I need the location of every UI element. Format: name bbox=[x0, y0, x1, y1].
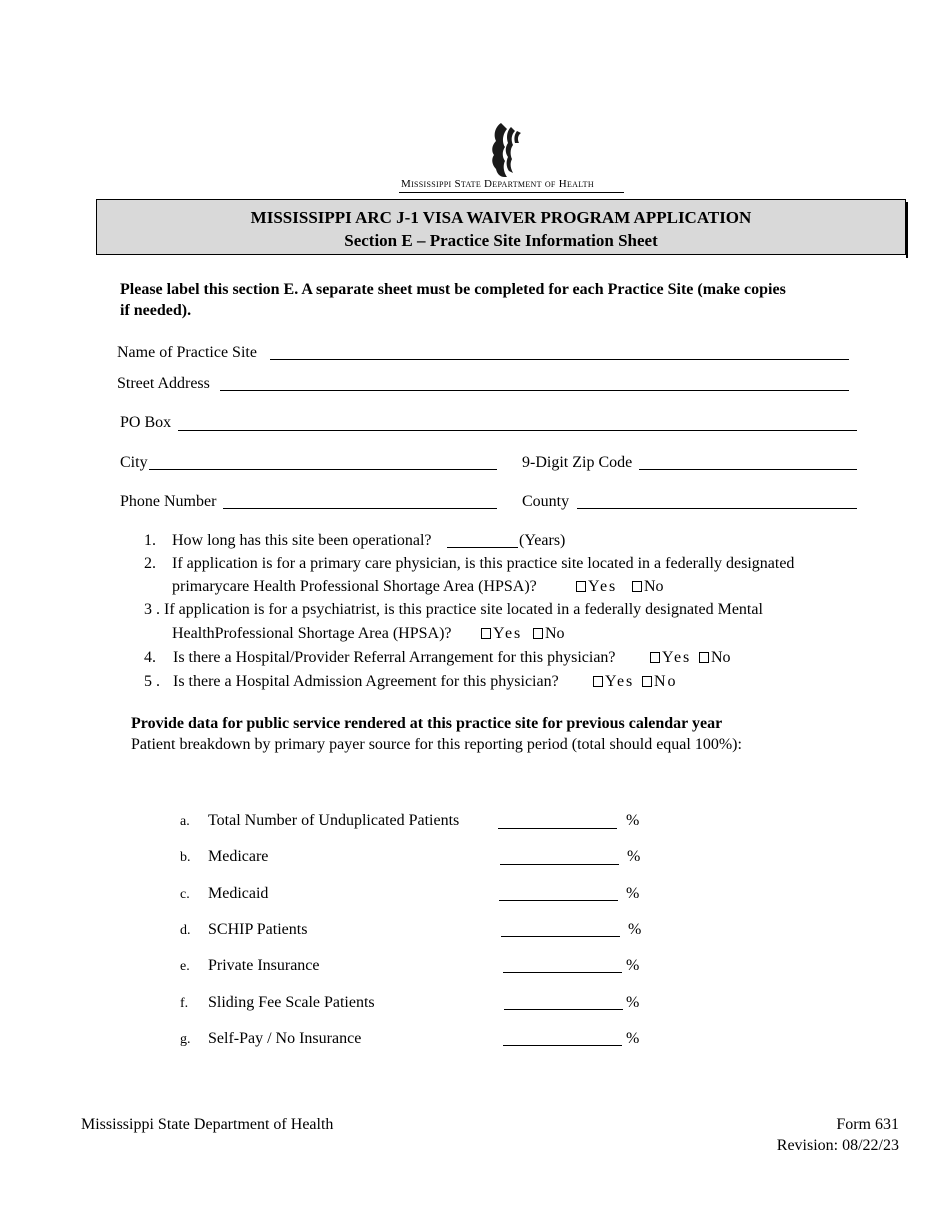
payer-label: Medicare bbox=[208, 848, 269, 865]
q1-text: How long has this site been operational? bbox=[172, 532, 432, 549]
county-label: County bbox=[522, 493, 570, 510]
logo-underline bbox=[399, 192, 624, 193]
zip-label: 9-Digit Zip Code bbox=[522, 454, 633, 471]
po-box-field[interactable] bbox=[178, 430, 857, 431]
payer-unit: % bbox=[626, 885, 640, 902]
q2-no-checkbox[interactable] bbox=[632, 581, 642, 592]
payer-letter: f. bbox=[180, 996, 189, 1011]
q4-no-label: No bbox=[711, 649, 731, 666]
q1-suffix: (Years) bbox=[519, 532, 566, 549]
payer-label: Sliding Fee Scale Patients bbox=[208, 994, 375, 1011]
q4-yes-checkbox[interactable] bbox=[650, 652, 660, 663]
q4-yes-option[interactable] bbox=[650, 649, 691, 667]
q3-text-line-2: HealthProfessional Shortage Area (HPSA)? bbox=[172, 625, 452, 642]
practice-name-field[interactable] bbox=[270, 359, 849, 360]
q2-yes-checkbox[interactable] bbox=[576, 581, 586, 592]
practice-name-label: Name of Practice Site bbox=[117, 344, 257, 361]
payer-label: Private Insurance bbox=[208, 957, 320, 974]
q2-yes-option[interactable] bbox=[576, 578, 617, 596]
q4-yes-label: Yes bbox=[662, 649, 692, 666]
q5-no-checkbox[interactable] bbox=[642, 676, 652, 687]
payer-unit: % bbox=[627, 848, 641, 865]
street-address-label: Street Address bbox=[117, 375, 210, 392]
phone-label: Phone Number bbox=[120, 493, 217, 510]
payer-label: Self-Pay / No Insurance bbox=[208, 1030, 362, 1047]
logo-org-name: Mississippi State Department of Health bbox=[401, 178, 594, 190]
payer-percent-field[interactable] bbox=[503, 1045, 622, 1046]
po-box-label: PO Box bbox=[120, 414, 172, 431]
payer-unit: % bbox=[628, 921, 642, 938]
q3-yes-option[interactable] bbox=[481, 625, 522, 643]
q4-number: 4. bbox=[144, 649, 156, 666]
profile-faces-icon bbox=[487, 121, 523, 179]
form-title: MISSISSIPPI ARC J-1 VISA WAIVER PROGRAM APPLICATION bbox=[250, 208, 752, 227]
q4-no-checkbox[interactable] bbox=[699, 652, 709, 663]
payer-letter: a. bbox=[180, 814, 190, 829]
payer-percent-field[interactable] bbox=[499, 900, 618, 901]
payer-unit: % bbox=[626, 812, 640, 829]
q2-text-line-1: If application is for a primary care physician, is this practice site located in a federally designated bbox=[172, 555, 795, 572]
payer-percent-field[interactable] bbox=[498, 828, 617, 829]
header-shadow bbox=[906, 202, 908, 258]
payer-unit: % bbox=[626, 1030, 640, 1047]
form-header bbox=[96, 199, 906, 255]
q3-no-checkbox[interactable] bbox=[533, 628, 543, 639]
q1-number: 1. bbox=[144, 532, 156, 549]
footer-form-number: Form 631 bbox=[836, 1116, 899, 1133]
q2-number: 2. bbox=[144, 555, 156, 572]
payer-unit: % bbox=[626, 957, 640, 974]
public-service-heading: Provide data for public service rendered at this practice site for previous calendar year bbox=[131, 715, 723, 732]
q3-text-line-1: 3 . If application is for a psychiatrist, is this practice site located in a federally designated Mental bbox=[144, 601, 763, 618]
street-address-field[interactable] bbox=[220, 390, 849, 391]
q3-no-label: No bbox=[545, 625, 565, 642]
city-label: City bbox=[120, 454, 148, 471]
payer-letter: b. bbox=[180, 850, 191, 865]
q2-text-line-2: primarycare Health Professional Shortage Area (HPSA)? bbox=[172, 578, 537, 595]
q4-no-option[interactable] bbox=[699, 649, 731, 667]
q5-yes-checkbox[interactable] bbox=[593, 676, 603, 687]
payer-percent-field[interactable] bbox=[501, 936, 620, 937]
county-field[interactable] bbox=[577, 508, 857, 509]
q3-yes-label: Yes bbox=[493, 625, 523, 642]
q2-yes-label: Yes bbox=[588, 578, 618, 595]
payer-unit: % bbox=[626, 994, 640, 1011]
q1-years-field[interactable] bbox=[447, 547, 518, 548]
footer-org: Mississippi State Department of Health bbox=[81, 1116, 334, 1133]
zip-field[interactable] bbox=[639, 469, 857, 470]
payer-letter: e. bbox=[180, 959, 190, 974]
q5-number: 5 . bbox=[144, 673, 160, 690]
payer-percent-field[interactable] bbox=[503, 972, 622, 973]
payer-label: Medicaid bbox=[208, 885, 269, 902]
public-service-subheading: Patient breakdown by primary payer source for this reporting period (total should equal 100%): bbox=[131, 736, 742, 753]
phone-field[interactable] bbox=[223, 508, 497, 509]
form-subtitle: Section E – Practice Site Information Sheet bbox=[344, 231, 658, 250]
q5-yes-option[interactable] bbox=[593, 673, 634, 691]
payer-letter: d. bbox=[180, 923, 191, 938]
q5-no-label: No bbox=[654, 673, 678, 690]
payer-label: Total Number of Unduplicated Patients bbox=[208, 812, 460, 829]
q5-no-option[interactable] bbox=[642, 673, 678, 691]
q4-text: Is there a Hospital/Provider Referral Arrangement for this physician? bbox=[173, 649, 616, 666]
q3-no-option[interactable] bbox=[533, 625, 565, 643]
q5-text: Is there a Hospital Admission Agreement for this physician? bbox=[173, 673, 559, 690]
payer-label: SCHIP Patients bbox=[208, 921, 308, 938]
q5-yes-label: Yes bbox=[605, 673, 635, 690]
payer-letter: g. bbox=[180, 1032, 191, 1047]
payer-percent-field[interactable] bbox=[500, 864, 619, 865]
footer-revision: Revision: 08/22/23 bbox=[776, 1137, 899, 1154]
q3-yes-checkbox[interactable] bbox=[481, 628, 491, 639]
q2-no-label: No bbox=[644, 578, 664, 595]
q2-no-option[interactable] bbox=[632, 578, 664, 596]
payer-percent-field[interactable] bbox=[504, 1009, 623, 1010]
payer-letter: c. bbox=[180, 887, 190, 902]
instructions-line-1: Please label this section E. A separate sheet must be completed for each Practice Site (make copies bbox=[120, 281, 786, 298]
instructions-line-2: if needed). bbox=[120, 302, 192, 319]
city-field[interactable] bbox=[149, 469, 497, 470]
